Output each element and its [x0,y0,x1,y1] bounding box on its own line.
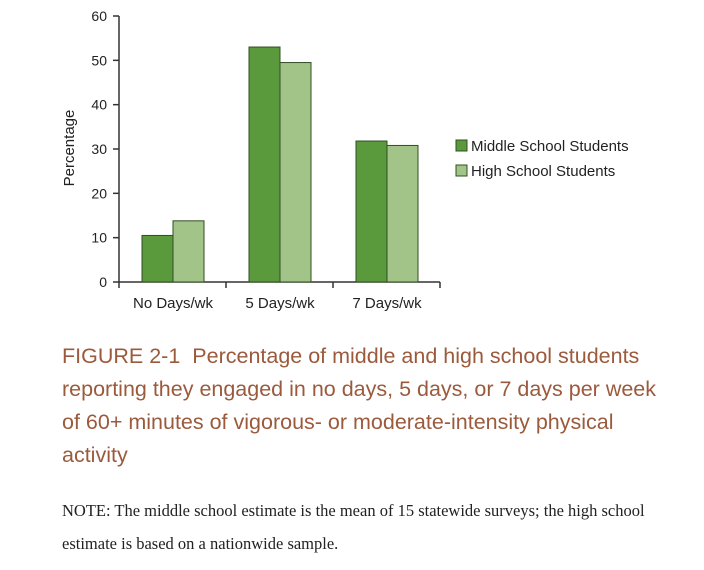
bar-high-school-1 [280,63,311,282]
y-tick-label: 0 [99,274,107,290]
y-tick-label: 30 [91,141,107,157]
figure-caption [62,340,662,472]
y-tick-label: 10 [91,229,107,246]
bar-middle-school-0 [142,235,173,282]
y-axis-title: Percentage [61,109,78,187]
bar-middle-school-2 [356,141,387,282]
x-category-label: No Days/wk [132,295,214,312]
bar-high-school-2 [387,145,418,282]
y-tick-label: 20 [91,185,107,202]
bar-middle-school-1 [249,47,280,282]
figure-caption-text: Percentage of middle and high school students reporting they engaged in no days, 5 days, or 7 days per week of 60+ minutes of vigorous- or moderate-intensity physical activity [62,344,657,467]
legend-swatch [456,165,467,176]
y-tick-label: 60 [91,8,107,24]
figure-label: FIGURE 2-1 [62,344,181,368]
x-category-label: 5 Days/wk [245,295,315,312]
legend [456,138,629,180]
figure-note: NOTE: The middle school estimate is the mean of 15 statewide surveys; the high school estimate is based on a nationwide sample. [62,501,645,553]
x-category-label: 7 Days/wk [352,295,422,312]
legend-label: High School Students [471,163,616,180]
y-tick-label: 40 [91,96,107,113]
legend-label: Middle School Students [471,138,629,155]
y-tick-label: 50 [91,52,107,69]
bar-high-school-0 [173,221,204,282]
bars [142,47,418,282]
legend-swatch [456,140,467,151]
